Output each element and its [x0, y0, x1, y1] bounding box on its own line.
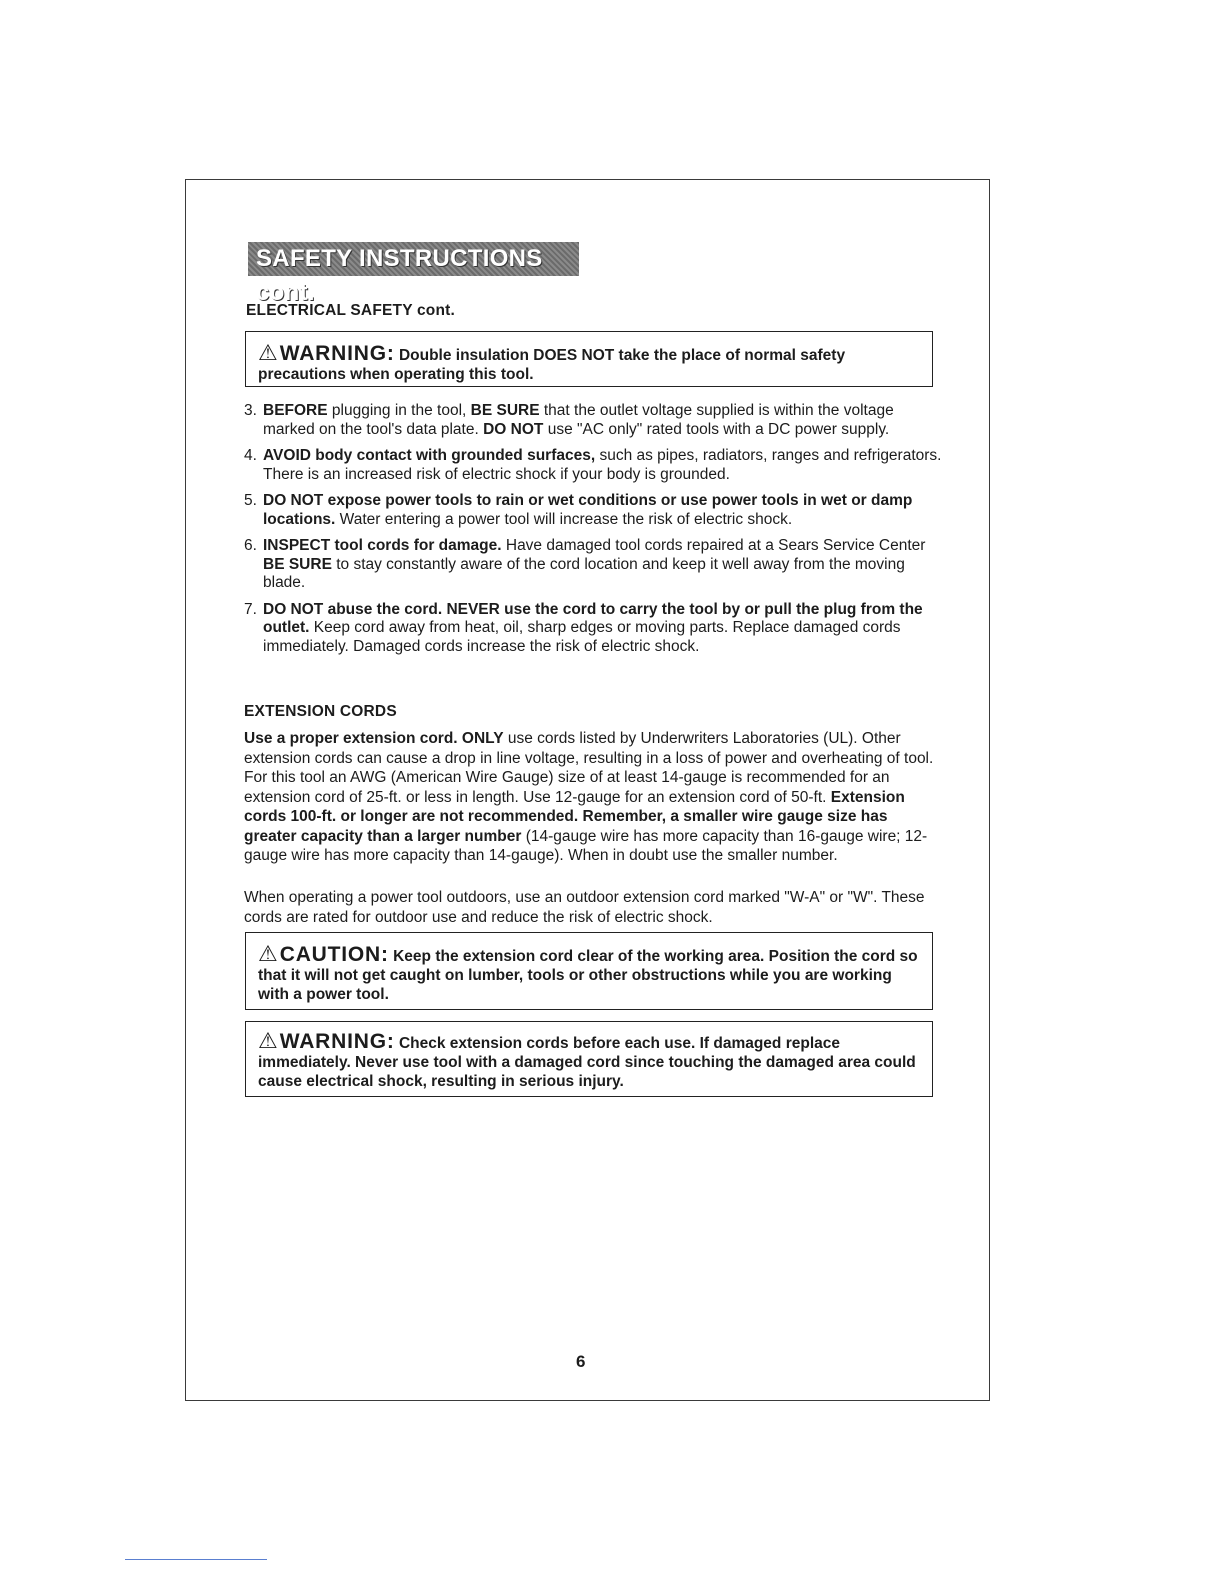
- caution-triangle-icon: ⚠: [258, 941, 278, 966]
- caution-text: Keep the extension cord clear of the working area. Position the cord so that it will not get caught on lumber, tools or other obstructions while you are working with a power tool.: [258, 948, 918, 1003]
- warning-box-1: [245, 331, 933, 387]
- caution-box: [245, 932, 933, 1010]
- list-item: 4. AVOID body contact with grounded surfaces, such as pipes, radiators, ranges and refrigerators. There is an increased risk of electric shock if your body is grounded.: [244, 447, 942, 483]
- list-item: 7. DO NOT abuse the cord. NEVER use the cord to carry the tool by or pull the plug from the outlet. Keep cord away from heat, oil, sharp edges or moving parts. Replace damaged cords immediately. Damaged cords increase the risk of electric shock.: [244, 600, 923, 655]
- footer-rule: [125, 1559, 267, 1560]
- extension-cords-heading: EXTENSION CORDS: [244, 703, 397, 720]
- electrical-safety-list: [244, 402, 944, 664]
- list-item: 5. DO NOT expose power tools to rain or wet conditions or use power tools in wet or damp locations. Water entering a power tool will increase the risk of electric shock.: [244, 492, 913, 528]
- caution-label: CAUTION:: [279, 943, 389, 966]
- warning-text: Double insulation DOES NOT take the place of normal safety precautions when operating this tool.: [258, 347, 846, 383]
- outdoor-use-paragraph: When operating a power tool outdoors, use an outdoor extension cord marked "W-A" or "W". These cords are rated for outdoor use and reduce the risk of electric shock.: [244, 889, 925, 926]
- page-number: 6: [576, 1352, 586, 1371]
- warning-triangle-icon: ⚠: [258, 1028, 278, 1053]
- extension-cords-paragraph: Use a proper extension cord. ONLY use cords listed by Underwriters Laboratories (UL). Other extension cords can cause a drop in line voltage, resulting in a loss of power and overheating of tool. For this tool an AWG (American Wire Gauge) size of at least 14-gauge is recommended for an extension cord of 25-ft. or less in length. Use 12-gauge for an extension cord of 50-ft. Extension cords 100-ft. or longer are not recommended. Remember, a smaller wire gauge size has greater capacity than a larger number (14-gauge wire has more capacity than 16-gauge wire; 12-gauge wire has more capacity than 14-gauge). When in doubt use the smaller number.: [244, 730, 934, 864]
- warning-box-2: [245, 1021, 933, 1097]
- list-item: 6. INSPECT tool cords for damage. Have damaged tool cords repaired at a Sears Service Center BE SURE to stay constantly aware of the cord location and keep it well away from the moving blade.: [244, 537, 926, 591]
- warning-label: WARNING:: [279, 1030, 395, 1053]
- warning-triangle-icon: ⚠: [258, 340, 278, 365]
- section-banner: SAFETY INSTRUCTIONS cont.: [248, 242, 579, 276]
- warning-label: WARNING:: [279, 342, 395, 365]
- warning-text: Check extension cords before each use. If damaged replace immediately. Never use tool with a damaged cord since touching the damaged area could cause electrical shock, resulting in serious injury.: [258, 1035, 916, 1090]
- list-item: 3. BEFORE plugging in the tool, BE SURE that the outlet voltage supplied is within the voltage marked on the tool's data plate. DO NOT use "AC only" rated tools with a DC power supply.: [244, 402, 894, 438]
- electrical-safety-heading: ELECTRICAL SAFETY cont.: [246, 302, 455, 319]
